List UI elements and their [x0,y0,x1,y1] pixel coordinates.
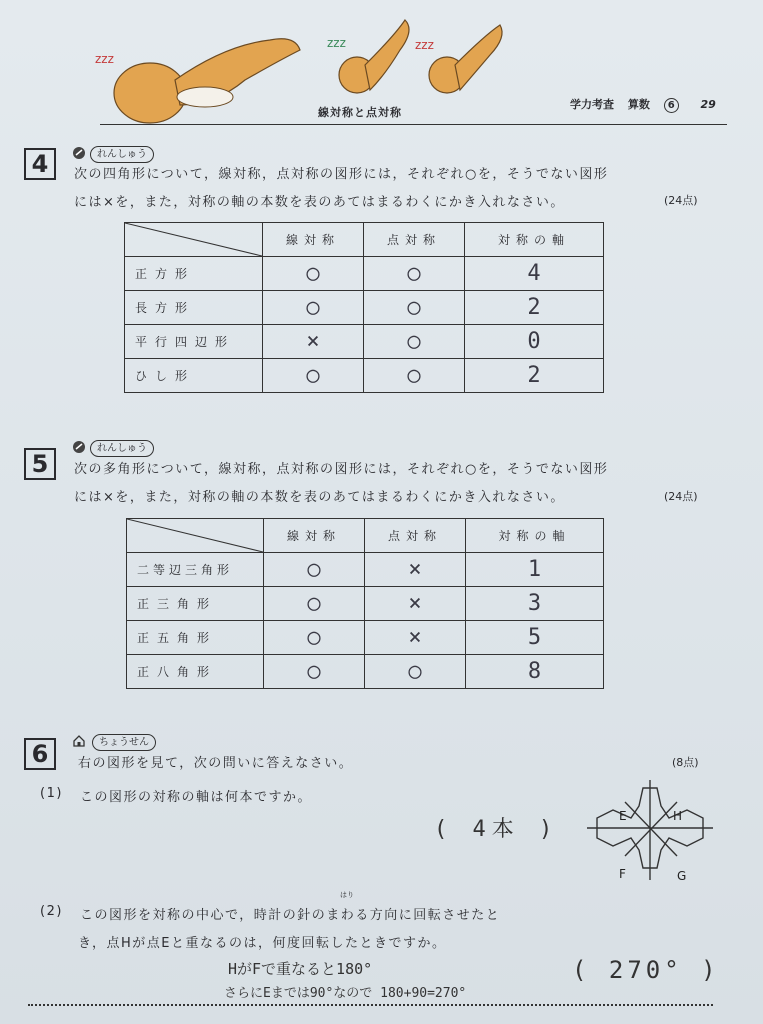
answer-cell[interactable]: ○ [264,655,365,689]
q6-intro: 右の図形を見て，次の問いに答えなさい。 [78,756,354,771]
answer-cell[interactable]: ○ [365,655,466,689]
handwritten-work-line1: HがFで重なると180° [228,960,373,978]
answer-cell[interactable]: ○ [264,553,365,587]
grade-circle: 6 [664,98,679,113]
row-label: 正八角形 [127,655,264,689]
unit-title: 線対称と点対称 [318,106,402,119]
practice-icon [72,440,86,454]
answer-cell[interactable]: × [365,553,466,587]
challenge-badge: ちょうせん [92,734,156,751]
q4-table [124,222,604,393]
sleeping-cats-illustration [95,5,525,135]
svg-text:zzz: zzz [95,52,114,66]
table-row [127,655,604,689]
practice-badge: れんしゅう [90,146,154,163]
header-info [570,96,726,113]
question-5-number: 5 [24,448,56,480]
diagonal-corner-cell [127,519,264,553]
table-header-row [127,519,604,553]
row-label: 二等辺三角形 [127,553,264,587]
row-label: 長方形 [125,291,263,325]
row-label: ひし形 [125,359,263,393]
handwritten-work-line2: さらにEまでは90°なので 180+90=270° [224,986,467,1001]
diagonal-corner-cell [125,223,263,257]
header-point-symmetry: 点対称 [364,223,465,257]
row-label: 正三角形 [127,587,264,621]
header-point-symmetry: 点対称 [365,519,466,553]
q5-table [126,518,604,689]
table-row [127,553,604,587]
point-f-label: F [619,867,626,881]
header-line-symmetry: 線対称 [263,223,364,257]
header-divider [100,124,727,125]
q6-part2-question-line1: この図形を対称の中心で，時計の針のまわる方向に回転させたと [80,908,501,923]
q6-part2-answer[interactable]: ( 270° ) [572,956,720,984]
q4-points: (24点) [664,194,698,207]
q4-instruction-line1: 次の四角形について，線対称，点対称の図形には，それぞれ○を，そうでない図形 [74,167,609,182]
q4-instruction-line2: には×を，また，対称の軸の本数を表のあてはまるわくにかき入れなさい。 [74,195,565,210]
answer-cell[interactable]: × [263,325,364,359]
svg-text:zzz: zzz [415,38,434,52]
answer-cell[interactable]: 1 [466,553,604,587]
answer-cell[interactable]: × [365,587,466,621]
bottom-dotted-rule [28,1004,713,1006]
practice-badge: れんしゅう [90,440,154,457]
answer-cell[interactable]: ○ [263,359,364,393]
table-row [127,587,604,621]
question-6-number: 6 [24,738,56,770]
answer-cell[interactable]: 0 [465,325,604,359]
svg-text:zzz: zzz [327,36,346,50]
q6-points: (8点) [672,756,699,769]
answer-cell[interactable]: 2 [465,359,604,393]
answer-cell[interactable]: 4 [465,257,604,291]
q6-part1-number: (1) [40,786,63,801]
answer-cell[interactable]: ○ [263,291,364,325]
table-row [125,291,604,325]
q5-points: (24点) [664,490,698,503]
row-label: 平行四辺形 [125,325,263,359]
answer-cell[interactable]: ○ [263,257,364,291]
table-row [127,621,604,655]
q5-instruction-line1: 次の多角形について，線対称，点対称の図形には，それぞれ○を，そうでない図形 [74,462,609,477]
answer-cell[interactable]: 8 [466,655,604,689]
q6-part2-question-line2: き，点Hが点Eと重なるのは，何度回転したときですか。 [78,936,447,951]
q6-part2-number: (2) [40,904,63,919]
answer-cell[interactable]: 3 [466,587,604,621]
header-axes: 対称の軸 [465,223,604,257]
question-4-number: 4 [24,148,56,180]
series-label: 学力考査 [570,98,614,111]
row-label: 正方形 [125,257,263,291]
answer-cell[interactable]: ○ [364,291,465,325]
point-g-label: G [677,869,687,883]
q5-instruction-line2: には×を，また，対称の軸の本数を表のあてはまるわくにかき入れなさい。 [74,490,565,505]
answer-cell[interactable]: ○ [364,257,465,291]
header-axes: 対称の軸 [466,519,604,553]
answer-cell[interactable]: ○ [364,359,465,393]
point-h-label: H [673,809,683,823]
challenge-house-icon [72,734,86,748]
answer-cell[interactable]: ○ [364,325,465,359]
page-number: 29 [700,98,716,111]
symmetric-figure-diagram [585,780,720,905]
answer-cell[interactable]: ○ [264,621,365,655]
row-label: 正五角形 [127,621,264,655]
table-row [125,325,604,359]
subject-label: 算数 [627,98,650,111]
table-header-row [125,223,604,257]
practice-icon [72,146,86,160]
answer-cell[interactable]: 5 [466,621,604,655]
table-row [125,359,604,393]
answer-cell[interactable]: × [365,621,466,655]
point-e-label: E [619,809,627,823]
answer-cell[interactable]: 2 [465,291,604,325]
table-row [125,257,604,291]
furigana-hari: はり [340,891,354,899]
q6-part1-answer[interactable]: ( 4本 ) [434,817,559,842]
q6-part1-question: この図形の対称の軸は何本ですか。 [80,790,313,805]
answer-cell[interactable]: ○ [264,587,365,621]
header-line-symmetry: 線対称 [264,519,365,553]
